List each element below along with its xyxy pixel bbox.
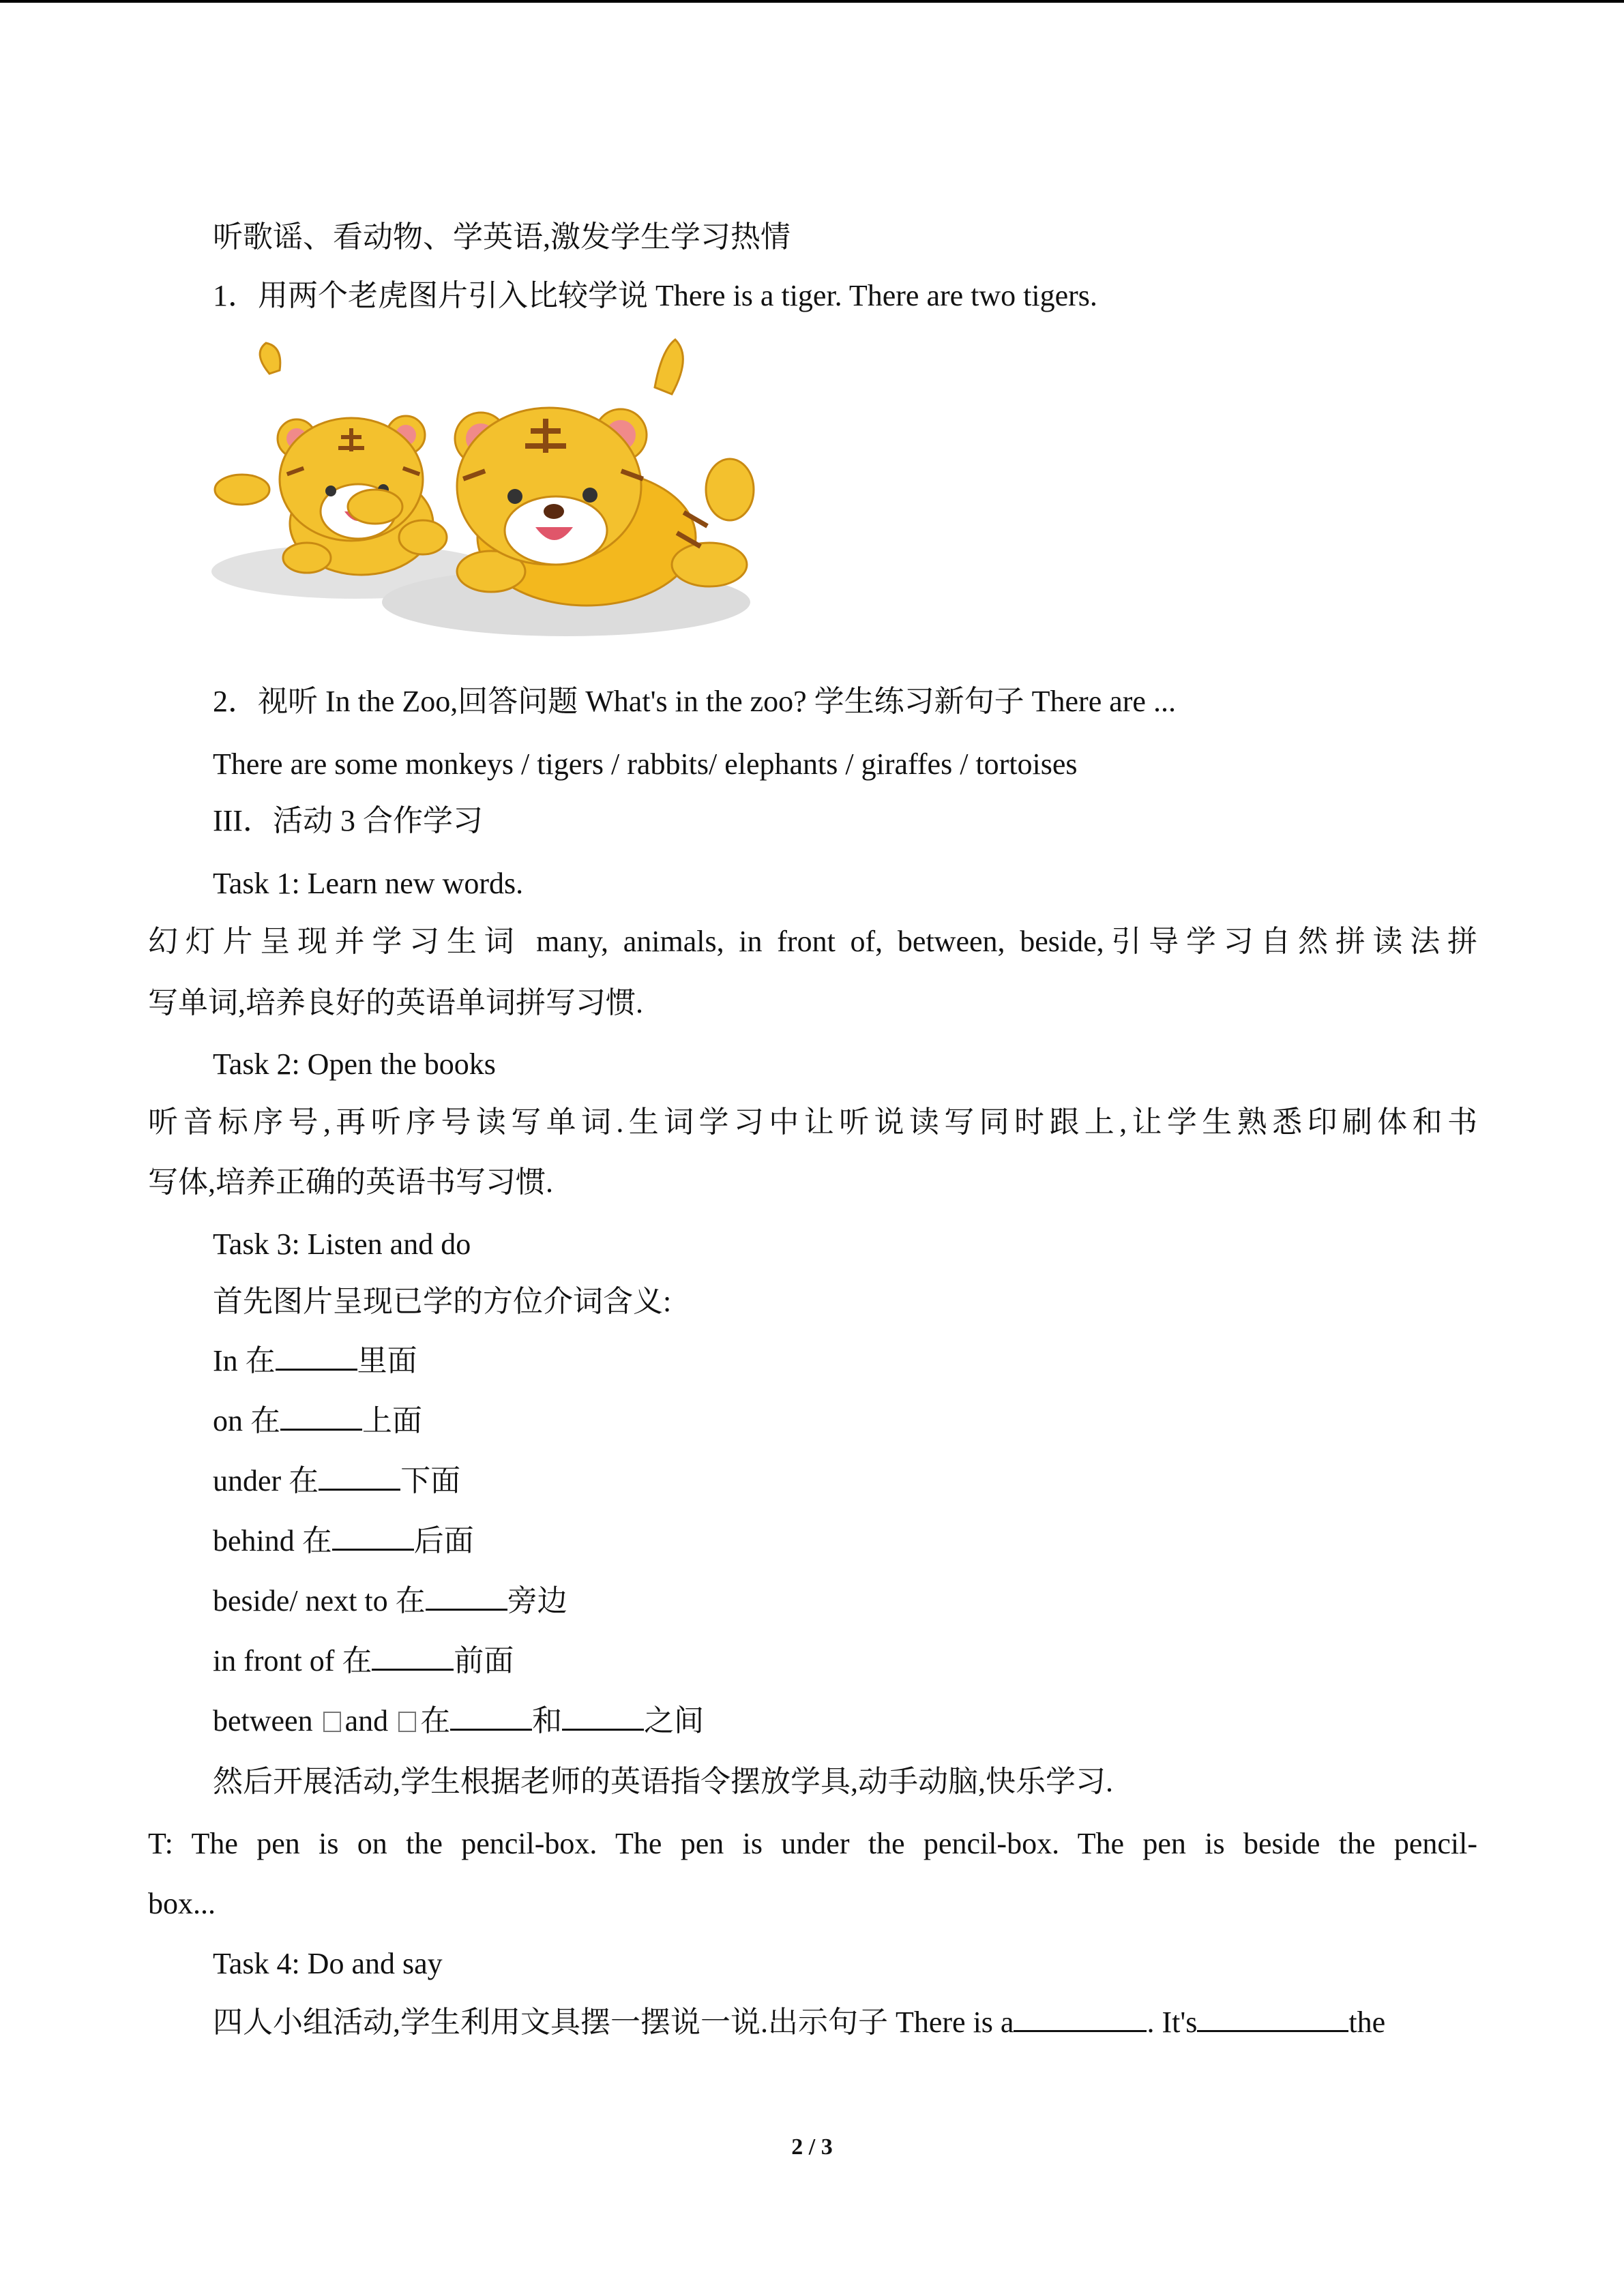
blank [1197,2003,1348,2032]
animals-sentence: There are some monkeys / tigers / rabbits/ elephants / giraffes / tortoises [213,747,1078,781]
prep-on: on 在 上面 [213,1401,422,1442]
blank [280,1401,362,1431]
task-2-desc-line1: 听音标序号,再听序号读写单词.生词学习中让听说读写同时跟上,让学生熟悉印刷体和书 [148,1105,1477,1139]
prep-beside: beside/ next to 在 旁边 [213,1581,567,1622]
task-4-desc: 四人小组活动,学生利用文具摆一摆说一说.出示句子 There is a . It's the [213,2002,1385,2043]
activity-desc: 然后开展活动,学生根据老师的英语指令摆放学具,动手动脑,快乐学习. [213,1765,1113,1798]
blank [562,1701,644,1731]
blank [276,1341,357,1371]
teacher-line1: T: The pen is on the pencil-box. The pen is under the pencil-box. The pen is beside the pencil- [148,1827,1477,1860]
prep-in: In 在 里面 [213,1341,417,1382]
small-tiger [215,343,447,575]
placeholder-box [398,1712,416,1732]
step-2: 2．视听 In the Zoo,回答问题 What's in the zoo? 学生练习新句子 There are ... [213,685,1176,718]
prep-between: between and 在 和 之间 [213,1701,704,1742]
prep-under: under 在 下面 [213,1461,460,1502]
task-1-title: Task 1: Learn new words. [213,867,524,900]
blank [426,1581,507,1611]
blank [332,1521,414,1551]
task-2-desc-line2: 写体,培养正确的英语书写习惯. [148,1165,553,1199]
task-3-title: Task 3: Listen and do [213,1227,471,1261]
step-1: 1．用两个老虎图片引入比较学说 There is a tiger. There are two tigers. [213,279,1097,312]
task-4-title: Task 4: Do and say [213,1947,443,1980]
placeholder-box [323,1712,341,1732]
page-number: 2 / 3 [791,2134,833,2160]
top-border [0,0,1624,3]
task-1-desc-line1: 幻灯片呈现并学习生词 many, animals, in front of, between, beside,引导学习自然拼读法拼 [148,925,1477,958]
task-1-desc-line2: 写单词,培养良好的英语单词拼写习惯. [148,986,643,1019]
blank [1014,2003,1147,2032]
intro-line: 听歌谣、看动物、学英语,激发学生学习热情 [213,220,791,254]
task-3-intro: 首先图片呈现已学的方位介词含义: [213,1285,672,1318]
blank [319,1461,400,1491]
activity-3-heading: III．活动 3 合作学习 [213,804,483,837]
task-2-title: Task 2: Open the books [213,1047,496,1081]
prep-behind: behind 在 后面 [213,1521,474,1562]
teacher-line2: box... [148,1887,216,1920]
prep-in-front-of: in front of 在 前面 [213,1641,514,1682]
blank [450,1701,532,1731]
blank [372,1641,454,1671]
two-tigers-image [205,333,757,646]
